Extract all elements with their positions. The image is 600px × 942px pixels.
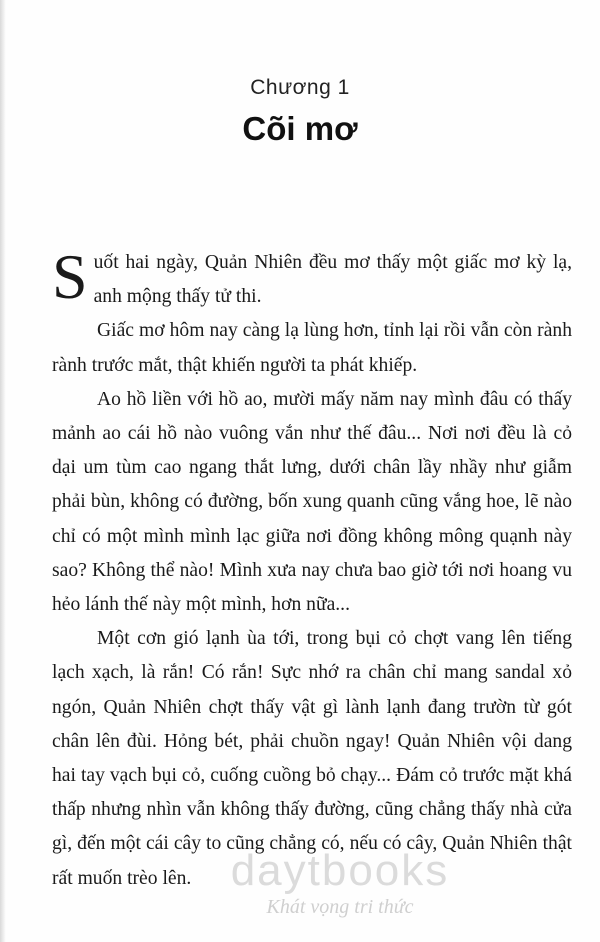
drop-cap: S [52, 241, 88, 312]
paragraph-2: Giấc mơ hôm nay càng lạ lùng hơn, tỉnh lại rồi vẫn còn rành rành trước mắt, thật khiến người ta phát khiếp. [52, 320, 572, 376]
chapter-title: Cõi mơ [242, 110, 358, 147]
watermark-brand: daytbooks [230, 846, 450, 895]
paragraph-1 [52, 241, 572, 314]
paragraph-1-text: uốt hai ngày, Quản Nhiên đều mơ thấy một giấc mơ kỳ lạ, anh mộng thấy tử thi. [93, 252, 572, 308]
paragraph-3: Ao hồ liền với hồ ao, mười mấy năm nay mình đâu có thấy mảnh ao cái hồ nào vuông vắn như thế đâu... Nơi nơi đều là cỏ dại um tùm cao ngang thắt lưng, dưới chân lầy nhầy như giẫm phải bùn, không có đường, bốn xung quanh cũng vắng hoe, lẽ nào chỉ có một mình mình lạc giữa nơi đồng không mông quạnh này sao? Không thể nào! Mình xưa nay chưa bao giờ tới nơi hoang vu hẻo lánh thế này một mình, hơn nữa... [52, 388, 572, 616]
paragraph-4: Một cơn gió lạnh ùa tới, trong bụi cỏ chợt vang lên tiếng lạch xạch, là rắn! Có rắn! Sực nhớ ra chân chỉ mang sandal xỏ ngón, Quản Nhiên chợt thấy vật gì lành lạnh đang trườn từ gót chân lên đùi. Hỏng bét, phải chuồn ngay! Quản Nhiên vội dang hai tay vạch bụi cỏ, cuống cuồng bỏ chạy... Đám cỏ trước mặt khá thấp nhưng nhìn vẫn không thấy đường, cũng chẳng thấy nhà cửa gì, đến một cái cây to cũng chẳng có, nếu có cây, Quản Nhiên thật rất muốn trèo lên. [52, 628, 572, 889]
chapter-label: Chương 1 [250, 76, 350, 99]
chapter-body [52, 241, 572, 896]
watermark-slogan: Khát vọng tri thức [266, 896, 414, 918]
